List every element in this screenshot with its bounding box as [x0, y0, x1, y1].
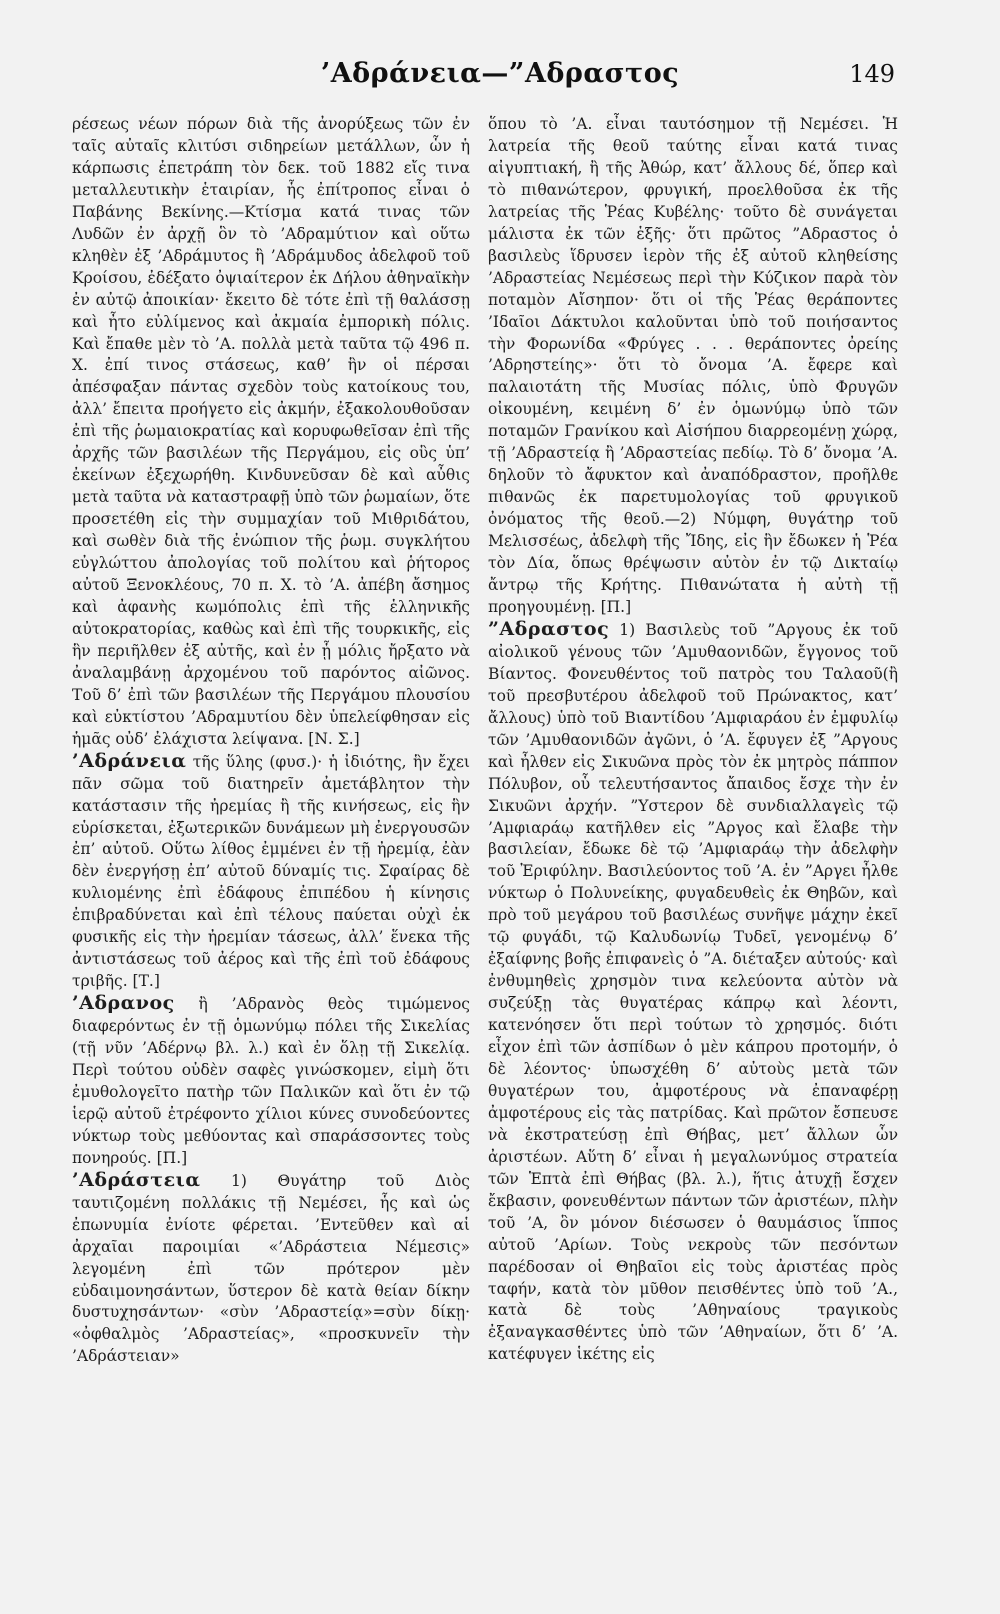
entry-adraneia — [72, 751, 470, 993]
entry-text: ρέσεως νέων πόρων διὰ τῆς ἀνορύξεως τῶν ἐν ταῖς αὐταῖς κλιτύσι σιδηρείων μετάλλων, ὧν ἡ κάρπωσις ἐπετράπη τὸν δεκ. τοῦ 1882 εἴς τινα μεταλλευτικὴν ἑταιρίαν, ἧς ἐπίτροπος εἶναι ὁ Παβάνης Βεκίνης.—Κτίσμα κατά τινας τῶν Λυδῶν ἐν ἀρχῇ ὃν τὸ ’Αδραμύτιον καὶ οὕτω κληθὲν ἐξ ’Αδράμυτος ἢ ’Αδράμυδος ἀδελφοῦ τοῦ Κροίσου, ἐδέξατο ὀψιαίτερον ἐκ Δήλου ἀθηναϊκὴν ἐν αὐτῷ ἀποικίαν· ἔκειτο δὲ τότε ἐπὶ τῇ θαλάσσῃ καὶ ἦτο εὐλίμενος καὶ ἀκμαία ἐμπορικὴ πόλις. Καὶ ἔπαθε μὲν τὸ ’Α. πολλὰ μετὰ ταῦτα τῷ 496 π. Χ. ἐπί τινος στάσεως, καθ’ ἣν οἱ πέρσαι ἀπέσφαξαν πάντας σχεδὸν τοὺς κατοίκους του, ἀλλ’ ἔπειτα προήγετο εἰς ἀκμήν, ἐξακολουθοῦσαν ἐπὶ τῆς ῥωμαιοκρατίας καὶ κορυφωθεῖσαν ἐπὶ τῆς ἀρχῆς τῶν βασιλέων τῆς Περγάμου, εἰς οὓς ὑπ’ ἐκείνων ἐξεχωρήθη. Κινδυνεῦσαν δὲ καὶ αὖθις μετὰ ταῦτα νὰ καταστραφῇ ὑπὸ τῶν ῥωμαίων, ὅτε προσετέθη εἰς τὴν συμμαχίαν τοῦ Μιθριδάτου, καὶ σωθὲν διὰ τῆς ἐνώπιον τῆς ῥωμ. συγκλήτου εὐγλώττου ἀπολογίας τοῦ πολίτου καὶ ῥήτορος αὐτοῦ Ξενοκλέους, 70 π. Χ. τὸ ’Α. ἀπέβη ἄσημος καὶ ἀφανὴς κωμόπολις ἐπὶ τῆς ἑλληνικῆς αὐτοκρατορίας, καθὼς καὶ ἐπὶ τῆς τουρκικῆς, εἰς ἣν περιῆλθεν ἐξ αὐτῆς, καὶ ἐν ᾗ μόλις ἤρξατο νὰ ἀναλαμβάνῃ ἀρχομένου τοῦ παρόντος αἰῶνος. Τοῦ δ’ ἐπὶ τῶν βασιλέων τῆς Περγάμου πλουσίου καὶ εὐκτίστου ’Αδραμυτίου δὲν ὑπελείφθησαν εἰς ἡμᾶς οὐδ’ ἐλάχιστα λείψανα. [Ν. Σ.] — [72, 115, 470, 748]
left-column — [72, 114, 470, 1368]
entry-headword: ’Αδράστεια — [72, 1168, 201, 1191]
entry-text: 1) Βασιλεὺς τοῦ ”Αργους ἐκ τοῦ αἰολικοῦ γένους τῶν ’Αμυθαονιδῶν, ἔγγονος τοῦ Βίαντος. Φονευθέντος τοῦ πατρὸς του Ταλαοῦ(ἢ τοῦ πρεσβυτέρου ἀδελφοῦ τοῦ Πρώνακτος, κατ’ ἄλλους) ὑπὸ τοῦ Βιαντίδου ’Αμφιαράου ἐν ἐμφυλίῳ τῶν ’Αμυθαονιδῶν ἀγῶνι, ὁ ’Α. ἔφυγεν ἐξ ”Αργους καὶ ἦλθεν εἰς Σικυῶνα πρὸς τὸν ἐκ μητρὸς πάππον Πόλυβον, οὗ τελευτήσαντος ἄπαιδος ἔσχε τὴν ἐν Σικυῶνι ἀρχήν. ”Υστερον δὲ συνδιαλλαγεὶς τῷ ’Αμφιαράῳ κατῆλθεν εἰς ”Αργος καὶ ἔλαβε τὴν βασιλείαν, ἔδωκε δὲ τῷ ’Αμφιαράῳ τὴν ἀδελφὴν τοῦ Ἐριφύλην. Βασιλεύοντος τοῦ ’Α. ἐν ”Αργει ἦλθε νύκτωρ ὁ Πολυνείκης, φυγαδευθεὶς ἐκ Θηβῶν, καὶ πρὸ τοῦ μεγάρου τοῦ βασιλέως συνῆψε μάχην ἐκεῖ τῷ φυγάδι, τῷ Καλυδωνίῳ Τυδεῖ, γενομένῳ δ’ ἐξαίφνης βοῆς ἐπιφανεὶς ὁ ”Α. διέταξεν αὐτούς· καὶ ἐνθυμηθεὶς χρησμὸν τινα κελεύοντα αὐτὸν νὰ συζεύξῃ τὰς θυγατέρας κάπρῳ καὶ λέοντι, κατενόησεν ὅτι περὶ τούτων τὸ χρησμός. διότι εἶχον ἐπὶ τῶν ἀσπίδων ὁ μὲν κάπρου προτομήν, ὁ δὲ λέοντος· ὑπωσχέθη δ’ αὐτοὺς μετὰ τῶν θυγατέρων του, ἀμφοτέρους νὰ ἐπαναφέρῃ ἀμφοτέρους εἰς τὰς πατρίδας. Καὶ πρῶτον ἔσπευσε νὰ ἐκστρατεύσῃ ἐπὶ Θήβας, μετ’ ἄλλων ὧν ἀριστέων. Αὕτη δ’ εἶναι ἡ μεγαλωνύμος στρατεία τῶν Ἑπτὰ ἐπὶ Θήβας (βλ. λ.), ἥτις ἀτυχῇ ἔσχεν ἔκβασιν, φονευθέντων πάντων τῶν ἀριστέων, πλὴν τοῦ ’Α, ὃν μόνον διέσωσεν ὁ θαυμάσιος ἵππος αὐτοῦ ’Αρίων. Τοὺς νεκροὺς τῶν πεσόντων παρέδοσαν οἱ Θηβαῖοι εἰς τοὺς ἀριστέας πρὸς ταφήν, κατὰ τὸν μῦθον πεισθέντες ὑπὸ τοῦ ’Α., κατὰ δὲ τοὺς ’Αθηναίους τραγικοὺς ἐξαναγκασθέντες ὑπὸ τῶν ’Αθηναίων, ὅτι δ’ ’Α. κατέφυγεν ἱκέτης εἰς — [488, 620, 898, 1364]
entry-adrasteia — [72, 1170, 470, 1369]
entry-adranos — [72, 993, 470, 1170]
page-header — [0, 58, 1000, 98]
right-column — [488, 114, 898, 1366]
entry-headword: ’Αδρανος — [72, 992, 175, 1015]
entry-text: τῆς ὕλης (φυσ.)· ἡ ἰδιότης, ἣν ἔχει πᾶν σῶμα τοῦ διατηρεῖν ἀμετάβλητον τὴν κατάστασιν τῆς ἠρεμίας ἢ τῆς κινήσεως, εἰς ἣν εὑρίσκεται, ἐξωτερικῶν δυνάμεων μὴ ἐνεργουσῶν ἐπ’ αὐτοῦ. Οὕτω λίθος ἐμμένει ἐν τῇ ἠρεμίᾳ, ἐὰν δὲν ἐνεργήσῃ ἐπ’ αὐτοῦ δύναμίς τις. Σφαίρας δὲ κυλιομένης ἐπὶ ἐδάφους ἐπιπέδου ἡ κίνησις ἐπιβραδύνεται καὶ ἐπὶ τέλους παύεται οὐχὶ ἐκ φυσικῆς εἰς τὴν ἠρεμίαν τάσεως, ἀλλ’ ἕνεκα τῆς ἀντιστάσεως τοῦ ἀέρος καὶ τῆς ἐπὶ τοῦ ἐδάφους τριβῆς. [Τ.] — [72, 752, 470, 991]
running-head: ’Αδράνεια—”Αδραστος — [320, 58, 680, 89]
entry-text: ἢ ’Αδρανὸς θεὸς τιμώμενος διαφερόντως ἐν τῇ ὁμωνύμῳ πόλει τῆς Σικελίας (τῇ νῦν ’Αδέρνῳ βλ. λ.) καὶ ἐν ὅλῃ τῇ Σικελίᾳ. Περὶ τούτου οὐδὲν σαφὲς γινώσκομεν, εἰμὴ ὅτι ἐμυθολογεῖτο πατὴρ τῶν Παλικῶν καὶ ὅτι ἐν τῷ ἱερῷ αὐτοῦ ἐτρέφοντο χίλιοι κύνες συνοδεύοντες νύκτωρ τοὺς μεθύοντας καὶ σπαράσσοντες τοὺς πονηρούς. [Π.] — [72, 995, 470, 1167]
entry-headword: ’Αδράνεια — [72, 749, 187, 772]
entry-text: ὅπου τὸ ’Α. εἶναι ταυτόσημον τῇ Νεμέσει. Ἡ λατρεία τῆς θεοῦ ταύτης εἶναι κατά τινας αἰγυπτιακή, ἢ τῆς Ἀθώρ, κατ’ ἄλλους δέ, ὅπερ καὶ τὸ πιθανώτερον, φρυγική, προελθοῦσα ἐκ τῆς λατρείας τῆς Ῥέας Κυβέλης· τοῦτο δὲ συνάγεται μάλιστα ἐκ τῶν ἑξῆς· ὅτι πρῶτος ”Αδραστος ὁ βασιλεὺς ἵδρυσεν ἱερὸν τῆς ἐξ αὐτοῦ κληθείσης ’Αδραστείας Νεμέσεως περὶ τὴν Κύζικον παρὰ τὸν ποταμὸν Αἴσηπον· ὅτι οἱ τῆς Ῥέας θεράποντες ’Ιδαῖοι Δάκτυλοι καλοῦνται ὑπὸ τοῦ ποιήσαντος τὴν Φορωνίδα «Φρύγες . . . θεράποντες ὀρείης ’Αδρηστείης»· ὅτι τὸ ὄνομα ’Α. ἔφερε καὶ παλαιοτάτη τῆς Μυσίας πόλις, ὑπὸ Φρυγῶν οἰκουμένη, κειμένη δ’ ἐν ὁμωνύμῳ ὑπὸ τῶν ποταμῶν Γρανίκου καὶ Αἰσήπου διαρρεομένῃ χώρᾳ, τῇ ’Αδραστείᾳ ἢ ’Αδραστείας πεδίῳ. Τὸ δ’ ὄνομα ’Α. δηλοῦν τὸ ἄφυκτον καὶ ἀναπόδραστον, προῆλθε πιθανῶς ἐκ παρετυμολογίας τοῦ φρυγικοῦ ὀνόματος τῆς θεοῦ.—2) Νύμφη, θυγάτηρ τοῦ Μελισσέως, ἀδελφὴ τῆς Ἴδης, εἰς ἣν ἔδωκεν ἡ Ῥέα τὸν Δία, ὅπως θρέψωσιν αὐτὸν ἐν τῷ Δικταίῳ ἄντρῳ τῆς Κρήτης. Πιθανώτατα ἡ αὐτὴ τῇ προηγουμένῃ. [Π.] — [488, 115, 898, 616]
entry-continuation — [488, 114, 898, 619]
entry-adrastos — [488, 619, 898, 1366]
page-number: 149 — [849, 60, 895, 88]
entry-text: 1) Θυγάτηρ τοῦ Διὸς ταυτιζομένη πολλάκις τῇ Νεμέσει, ἧς καὶ ὡς ἐπωνυμία ἐνίοτε φέρεται. ’Εντεῦθεν καὶ αἱ ἀρχαῖαι παροιμίαι «’Αδράστεια Νέμεσις» λεγομένη ἐπὶ τῶν πρότερον μὲν εὐδαιμονησάντων, ὕστερον δὲ κατὰ θείαν δίκην δυστυχησάντων· «σὺν ’Αδραστείᾳ»=σὺν δίκῃ· «ὀφθαλμὸς ’Αδραστείας», «προσκυνεῖν τὴν ’Αδράστειαν» — [72, 1171, 470, 1366]
entry-continuation — [72, 114, 470, 751]
entry-headword: ”Αδραστος — [488, 617, 610, 640]
